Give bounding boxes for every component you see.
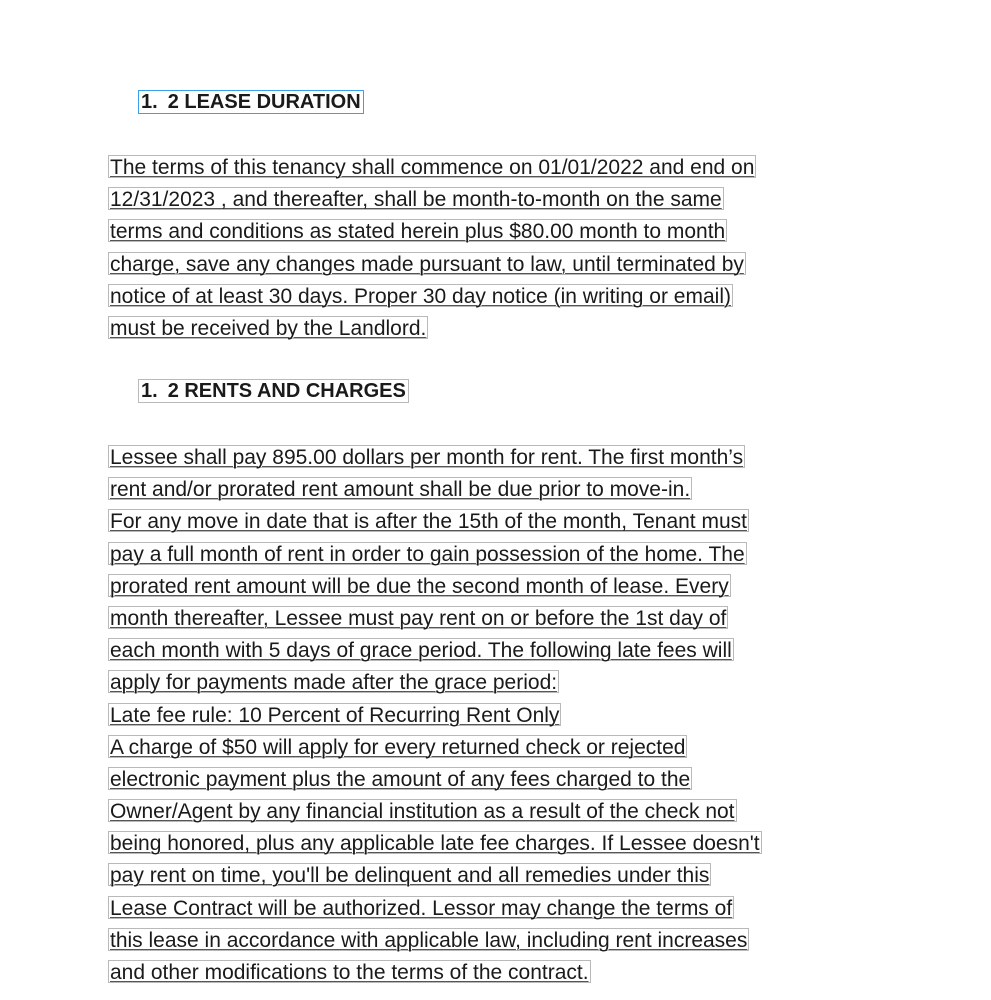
text-line[interactable]: Lessee shall pay 895.00 dollars per month for rent. The first month’s (110, 446, 744, 469)
text-line[interactable]: For any move in date that is after the 15th of the month, Tenant must (110, 510, 747, 534)
text-line[interactable]: pay a full month of rent in order to gain possession of the home. The (110, 542, 745, 566)
section-number: 1. (141, 380, 158, 402)
text-line[interactable]: and other modifications to the terms of the contract. (110, 961, 589, 984)
text-line[interactable]: Late fee rule: 10 Percent of Recurring Rent Only (110, 703, 560, 727)
section-heading-lease-duration[interactable] (138, 90, 364, 114)
text-line[interactable]: each month with 5 days of grace period. The following late fees will (110, 639, 732, 663)
section-title: 2 RENTS AND CHARGES (167, 380, 406, 402)
text-line[interactable]: Owner/Agent by any financial institution as a result of the check not (110, 800, 735, 824)
section-number: 1. (141, 91, 158, 113)
text-line[interactable]: terms and conditions as stated herein plus $80.00 month to month (110, 220, 726, 244)
text-line[interactable]: pay rent on time, you'll be delinquent and all remedies under this (110, 864, 710, 888)
rents-and-charges-paragraph (108, 445, 762, 992)
text-line[interactable]: Lease Contract will be authorized. Lessor may change the terms of (110, 896, 733, 920)
text-line[interactable]: A charge of $50 will apply for every returned check or rejected (110, 735, 686, 759)
text-line[interactable]: charge, save any changes made pursuant to law, until terminated by (110, 252, 744, 276)
section-title: 2 LEASE DURATION (167, 91, 361, 113)
text-line[interactable]: The terms of this tenancy shall commence on 01/01/2022 and end on (110, 156, 755, 179)
lease-duration-paragraph (108, 155, 756, 348)
text-line[interactable]: notice of at least 30 days. Proper 30 day notice (in writing or email) (110, 284, 731, 308)
text-line[interactable]: month thereafter, Lessee must pay rent on or before the 1st day of (110, 606, 727, 630)
text-line[interactable]: being honored, plus any applicable late fee charges. If Lessee doesn't (110, 832, 760, 856)
text-line[interactable]: this lease in accordance with applicable law, including rent increases (110, 928, 748, 952)
text-line[interactable]: 12/31/2023 , and thereafter, shall be month-to-month on the same (110, 188, 722, 212)
section-heading-rents-and-charges[interactable] (138, 379, 409, 403)
text-line[interactable]: apply for payments made after the grace period: (110, 671, 558, 695)
text-line[interactable]: rent and/or prorated rent amount shall be due prior to move-in. (110, 478, 691, 502)
text-line[interactable]: prorated rent amount will be due the second month of lease. Every (110, 574, 729, 598)
text-line[interactable]: electronic payment plus the amount of any fees charged to the (110, 767, 691, 791)
text-line[interactable]: must be received by the Landlord. (110, 316, 427, 340)
